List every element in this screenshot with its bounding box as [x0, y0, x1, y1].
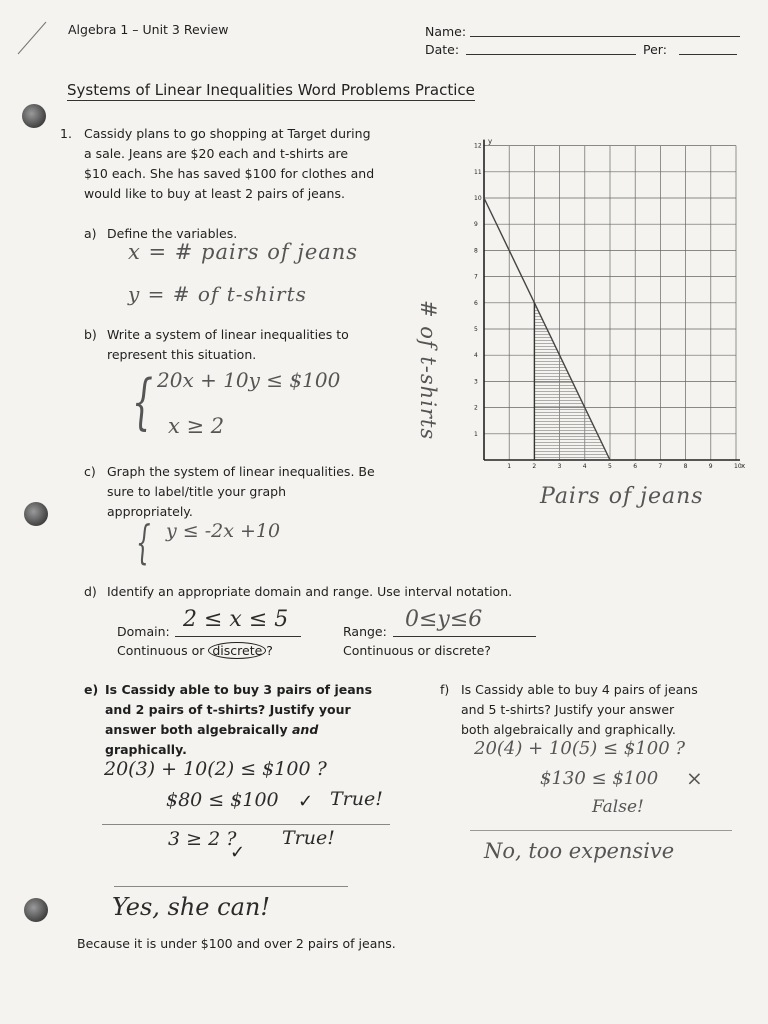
y-tick-label: 5 — [474, 326, 478, 333]
x-tick-label: 9 — [708, 463, 713, 470]
part-a-prompt: Define the variables. — [107, 226, 238, 241]
name-label: Name: — [425, 24, 467, 39]
y-tick-label: 6 — [474, 299, 478, 307]
part-c-label: c) — [84, 464, 96, 479]
part-e-prompt: Is Cassidy able to buy 3 pairs of jeans and 2 pairs of t-shirts? Justify your answer both algebraically and graphically. — [105, 682, 373, 757]
part-a-label: a) — [84, 226, 97, 241]
brace-c: { — [136, 515, 151, 569]
part-f-label: f) — [440, 682, 450, 697]
x-tick-label: 8 — [683, 463, 688, 470]
inequality-graph — [470, 126, 760, 476]
y-tick-label: 9 — [474, 221, 478, 229]
binder-hole-top — [22, 104, 46, 128]
part-e-true-1: True! — [330, 788, 383, 810]
period-field[interactable] — [679, 54, 737, 55]
inequality-cost: 20x + 10y ≤ $100 — [157, 368, 341, 392]
binder-hole-bottom — [24, 898, 48, 922]
y-tick-label: 3 — [474, 378, 478, 386]
y-axis-variable: y — [488, 137, 493, 146]
range-answer: 0≤y≤6 — [405, 607, 483, 632]
per-label: Per: — [643, 42, 667, 57]
part-e-reason: Because it is under $100 and over 2 pairs of jeans. — [77, 936, 396, 951]
y-tick-label: 11 — [474, 168, 482, 176]
checkmark-icon: ✓ — [298, 791, 314, 812]
part-b-label: b) — [84, 327, 97, 342]
x-axis-variable: x — [741, 462, 746, 470]
date-field[interactable] — [466, 54, 636, 55]
part-d-prompt: Identify an appropriate domain and range. Use interval notation. — [107, 584, 513, 599]
inequality-jeans: x ≥ 2 — [168, 414, 225, 438]
slope-intercept-answer: y ≤ -2x +10 — [166, 520, 281, 542]
y-tick-label: 7 — [474, 273, 478, 281]
problem-text: Cassidy plans to go shopping at Target during a sale. Jeans are $20 each and t-shirts are $10 each. She has saved $100 for clothes and would like to buy at least 2 pairs of jeans. — [84, 126, 375, 201]
worksheet-title: Systems of Linear Inequalities Word Problems Practice — [67, 81, 475, 99]
x-tick-label: 7 — [658, 463, 663, 470]
x-tick-label: 1 — [507, 463, 512, 470]
binder-hole-middle — [24, 502, 48, 526]
part-f-algebra: 20(4) + 10(5) ≤ $100 ? — [474, 738, 686, 759]
part-f-conclusion: No, too expensive — [484, 839, 675, 863]
divider-e-1 — [102, 824, 390, 825]
x-mark-icon: × — [686, 766, 703, 790]
part-e-jeans-check: 3 ≥ 2 ? — [168, 828, 237, 850]
y-tick-label: 12 — [474, 142, 482, 150]
range-field[interactable] — [393, 636, 536, 637]
problem-number: 1. — [60, 126, 72, 141]
answer-x-definition: x = # pairs of jeans — [128, 240, 359, 264]
domain-label: Domain: — [117, 624, 170, 639]
x-tick-label: 10 — [734, 463, 742, 470]
x-tick-label: 3 — [557, 463, 562, 470]
part-f-prompt: Is Cassidy able to buy 4 pairs of jeans and 5 t-shirts? Justify your answer both algebraically and graphically. — [461, 682, 698, 737]
y-tick-label: 10 — [474, 195, 482, 202]
y-tick-label: 1 — [474, 430, 478, 438]
x-tick-label: 2 — [532, 463, 537, 470]
x-tick-label: 5 — [608, 463, 612, 470]
divider-e-2 — [114, 886, 348, 887]
pencil-mark — [14, 16, 50, 56]
checkmark-icon-2: ✓ — [230, 842, 246, 863]
answer-y-definition: y = # of t-shirts — [128, 282, 307, 306]
part-e-label: e) — [84, 682, 99, 697]
y-tick-label: 8 — [474, 247, 478, 255]
range-label: Range: — [343, 624, 387, 639]
circled-discrete: discrete — [208, 642, 266, 659]
graph-grid — [484, 146, 736, 460]
part-d-label: d) — [84, 584, 97, 599]
part-c-prompt: Graph the system of linear inequalities. Be sure to label/title your graph appropriately. — [107, 464, 375, 519]
y-tick-label: 4 — [474, 352, 478, 360]
name-field[interactable] — [470, 36, 740, 37]
y-axis-label-handwritten: # of t-shirts — [416, 300, 440, 441]
date-label: Date: — [425, 42, 460, 57]
part-f-comparison: $130 ≤ $100 — [540, 768, 659, 789]
x-tick-label: 6 — [633, 463, 638, 470]
y-tick-label: 2 — [474, 404, 478, 412]
part-e-conclusion: Yes, she can! — [112, 893, 270, 921]
brace-b: { — [132, 367, 154, 437]
domain-answer: 2 ≤ x ≤ 5 — [183, 607, 289, 632]
domain-continuous-discrete: Continuous or discrete ? — [117, 643, 273, 658]
course-title: Algebra 1 – Unit 3 Review — [68, 22, 229, 37]
range-continuous-discrete: Continuous or discrete? — [343, 643, 491, 658]
part-e-true-2: True! — [282, 827, 335, 849]
divider-f — [470, 830, 732, 831]
part-e-algebra: 20(3) + 10(2) ≤ $100 ? — [104, 758, 327, 780]
part-b-prompt: Write a system of linear inequalities to represent this situation. — [107, 327, 349, 362]
x-tick-label: 4 — [582, 463, 587, 470]
domain-field[interactable] — [175, 636, 301, 637]
part-e-comparison: $80 ≤ $100 — [166, 789, 279, 811]
part-f-false: False! — [592, 797, 644, 817]
x-axis-label-handwritten: Pairs of jeans — [540, 484, 704, 509]
